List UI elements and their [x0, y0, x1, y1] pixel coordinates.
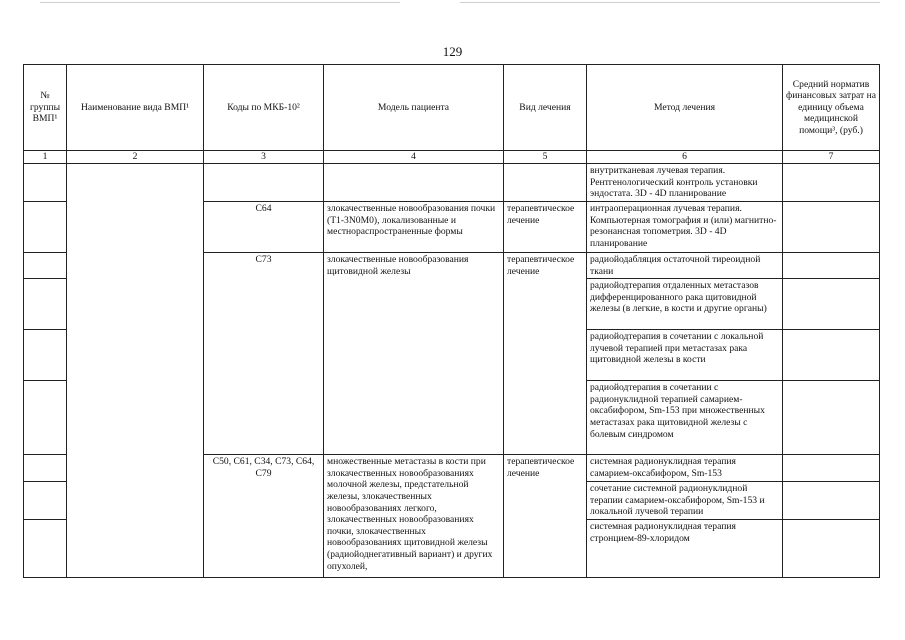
header-icd-codes: Коды по МКБ-10² — [204, 65, 324, 151]
scan-edge-line — [460, 2, 880, 3]
icd-codes-cell: C73 — [204, 253, 324, 455]
column-number: 7 — [783, 151, 880, 164]
header-vmp-name: Наименование вида ВМП¹ — [67, 65, 204, 151]
patient-model-cell — [324, 164, 504, 202]
cost-norm-cell — [783, 482, 880, 520]
column-number: 6 — [587, 151, 783, 164]
treatment-method-cell: интраоперационная лучевая терапия. Компьютерная томография и (или) магнитно-резонансная топометрия. 3D - 4D планирование — [587, 202, 783, 253]
header-treatment-method: Метод лечения — [587, 65, 783, 151]
scan-edge-line — [40, 2, 400, 3]
group-number-cell — [24, 482, 67, 520]
group-number-cell — [24, 202, 67, 253]
treatment-type-cell: терапевтическое лечение — [504, 202, 587, 253]
group-number-cell — [24, 520, 67, 578]
header-cost-norm: Средний норматив финансовых затрат на единицу объема медицинской помощи³, (руб.) — [783, 65, 880, 151]
treatment-method-cell: внутритканевая лучевая терапия. Рентгенологический контроль установки эндостата. 3D - 4D планирование — [587, 164, 783, 202]
icd-codes-cell — [204, 164, 324, 202]
group-number-cell — [24, 381, 67, 455]
treatment-method-cell: системная радионуклидная терапия стронцием-89-хлоридом — [587, 520, 783, 578]
treatment-type-cell: терапевтическое лечение — [504, 253, 587, 455]
treatment-type-cell: терапевтическое лечение — [504, 455, 587, 578]
patient-model-cell: злокачественные новообразования почки (T1-3N0M0), локализованные и местнораспространенные формы — [324, 202, 504, 253]
group-number-cell — [24, 253, 67, 279]
vmp-table — [23, 64, 880, 578]
patient-model-cell: множественные метастазы в кости при злокачественных новообразованиях молочной железы, предстательной железы, злокачественных новообразованиях легкого, злокачественных новообразованиях почки, злокачественных новообразованиях щитовидной железы (радиойоднегативный вариант) и других опухолей, — [324, 455, 504, 578]
icd-codes-cell: C64 — [204, 202, 324, 253]
header-patient-model: Модель пациента — [324, 65, 504, 151]
column-number: 5 — [504, 151, 587, 164]
column-number: 1 — [24, 151, 67, 164]
group-number-cell — [24, 455, 67, 482]
cost-norm-cell — [783, 279, 880, 330]
table-header-row — [24, 65, 880, 151]
treatment-method-cell: радиойодтерапия отдаленных метастазов дифференцированного рака щитовидной железы (в легкие, в кости и другие органы) — [587, 279, 783, 330]
vmp-name-cell — [67, 164, 204, 578]
treatment-method-cell: радиойодтерапия в сочетании с радионуклидной терапией самарием-оксабифором, Sm-153 при множественных метастазах рака щитовидной железы с болевым синдромом — [587, 381, 783, 455]
cost-norm-cell — [783, 520, 880, 578]
treatment-method-cell: сочетание системной радионуклидной терапии самарием-оксабифором, Sm-153 и локальной лучевой терапии — [587, 482, 783, 520]
cost-norm-cell — [783, 253, 880, 279]
group-number-cell — [24, 164, 67, 202]
cost-norm-cell — [783, 330, 880, 381]
cost-norm-cell — [783, 455, 880, 482]
cost-norm-cell — [783, 202, 880, 253]
treatment-type-cell — [504, 164, 587, 202]
group-number-cell — [24, 279, 67, 330]
column-number-row — [24, 151, 880, 164]
icd-codes-cell: C50, C61, C34, C73, C64, C79 — [204, 455, 324, 578]
cost-norm-cell — [783, 381, 880, 455]
header-treatment-type: Вид лечения — [504, 65, 587, 151]
group-number-cell — [24, 330, 67, 381]
table-row — [24, 164, 880, 202]
treatment-method-cell: системная радионуклидная терапия самарием-оксабифором, Sm-153 — [587, 455, 783, 482]
treatment-method-cell: радиойодабляция остаточной тиреоидной ткани — [587, 253, 783, 279]
column-number: 4 — [324, 151, 504, 164]
treatment-method-cell: радиойодтерапия в сочетании с локальной лучевой терапией при метастазах рака щитовидной железы в кости — [587, 330, 783, 381]
patient-model-cell: злокачественные новообразования щитовидной железы — [324, 253, 504, 455]
header-group-number: № группы ВМП¹ — [24, 65, 67, 151]
column-number: 2 — [67, 151, 204, 164]
page-number: 129 — [442, 44, 463, 59]
column-number: 3 — [204, 151, 324, 164]
cost-norm-cell — [783, 164, 880, 202]
